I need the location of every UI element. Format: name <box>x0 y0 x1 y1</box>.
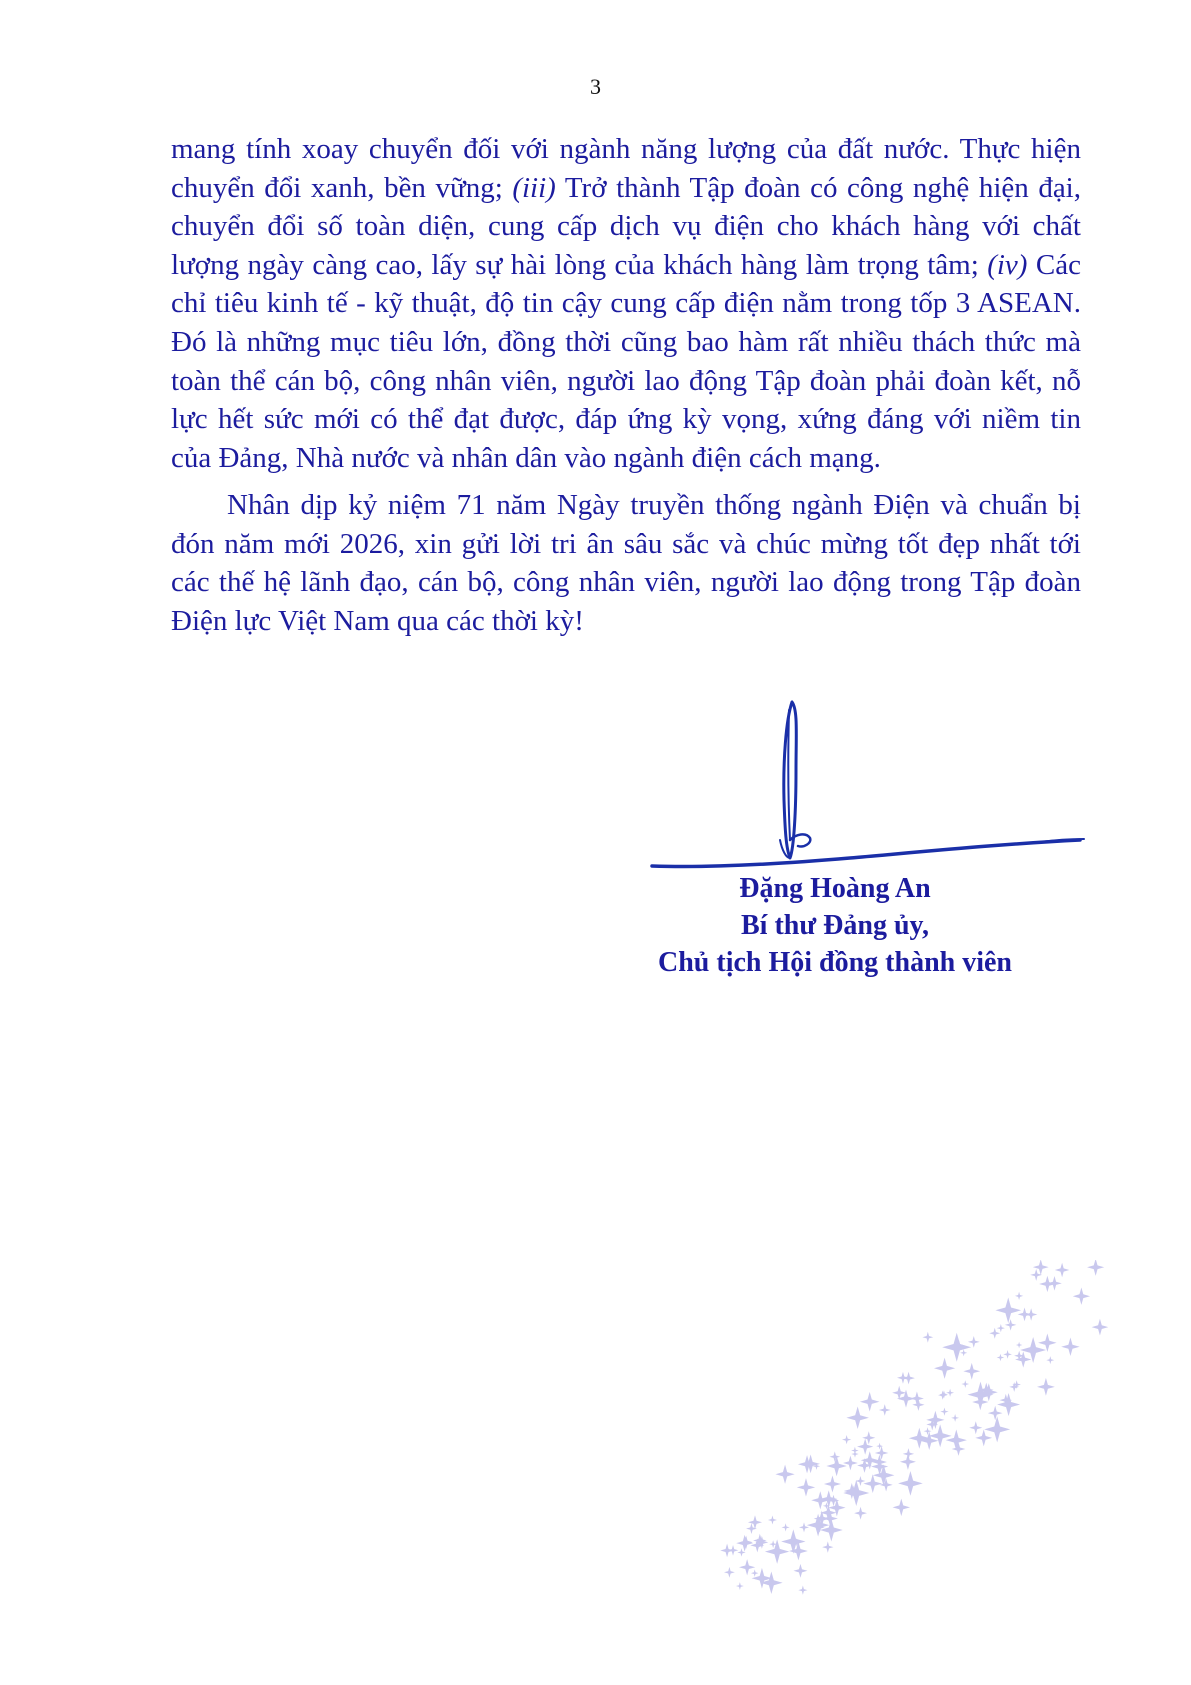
sparkle-star-icon <box>765 1539 789 1563</box>
sparkle-star-icon <box>748 1515 762 1529</box>
sparkle-star-icon <box>903 1448 914 1459</box>
sparkle-star-icon <box>912 1399 924 1411</box>
sparkle-star-icon <box>860 1392 880 1412</box>
sparkle-star-icon <box>842 1435 851 1444</box>
signer-title: Bí thư Đảng ủy, <box>741 910 929 941</box>
body-text-segment: lượng ngày càng cao, lấy sự hài lòng của khách hàng làm trọng tâm; <box>171 248 988 281</box>
enumeration-marker: (iii) <box>512 171 556 204</box>
enumeration-marker: (iv) <box>987 248 1028 281</box>
sparkle-star-icon <box>879 1404 891 1416</box>
body-paragraph-1 <box>171 130 1081 477</box>
sparkle-star-icon <box>875 1446 889 1460</box>
body-text-segment: Trở thành Tập đoàn có công nghệ hiện đại, <box>555 171 1081 204</box>
sparkle-star-icon <box>997 1354 1005 1362</box>
sparkle-star-icon <box>961 1380 969 1388</box>
sparkle-star-icon <box>942 1333 971 1362</box>
sparkle-star-icon <box>1055 1263 1070 1278</box>
sparkle-star-icon <box>934 1358 955 1379</box>
sparkle-star-icon <box>951 1414 959 1422</box>
sparkle-star-icon <box>843 1456 858 1471</box>
handwritten-signature <box>640 690 1090 880</box>
sparkle-star-pattern <box>720 1260 1120 1600</box>
sparkle-star-icon <box>946 1389 954 1397</box>
sparkle-star-icon <box>960 1349 967 1356</box>
sparkle-star-icon <box>1005 1319 1017 1331</box>
sparkle-star-icon <box>897 1372 909 1384</box>
sparkle-star-icon <box>997 1324 1005 1332</box>
sparkle-star-icon <box>1039 1276 1055 1292</box>
sparkle-star-icon <box>940 1407 948 1415</box>
sparkle-star-icon <box>775 1465 794 1484</box>
sparkle-star-icon <box>826 1456 846 1476</box>
sparkle-star-icon <box>1092 1319 1109 1336</box>
sparkle-star-icon <box>1087 1260 1104 1276</box>
sparkle-star-icon <box>967 1382 993 1408</box>
sparkle-star-icon <box>952 1442 966 1456</box>
body-line: chuyển đổi số toàn diện, cung cấp dịch vụ điện cho khách hàng với chất <box>171 210 1081 243</box>
page-number: 3 <box>590 74 601 99</box>
sparkle-star-icon <box>924 1427 932 1435</box>
signer-block <box>600 870 1070 981</box>
sparkle-star-icon <box>857 1438 873 1454</box>
sparkle-star-icon <box>1061 1337 1079 1355</box>
body-line <box>171 246 1081 285</box>
sparkle-star-icon <box>1046 1356 1054 1364</box>
sparkle-star-icon <box>926 1411 944 1429</box>
sparkle-star-icon <box>940 1390 948 1398</box>
sparkle-star-icon <box>946 1430 967 1451</box>
sparkle-star-icon <box>1016 1342 1022 1348</box>
sparkle-star-icon <box>922 1332 933 1343</box>
sparkle-star-icon <box>1003 1350 1012 1359</box>
body-line: Nhân dịp kỷ niệm 71 năm Ngày truyền thống ngành Điện và chuẩn bị <box>227 489 1081 521</box>
signer-title: Chủ tịch Hội đồng thành viên <box>658 947 1012 978</box>
sparkle-star-icon <box>879 1478 892 1491</box>
sparkle-star-icon <box>829 1451 840 1462</box>
body-line: toàn thể cán bộ, công nhân viên, người lao động Tập đoàn phải đoàn kết, nỗ <box>171 364 1081 397</box>
sparkle-star-icon <box>1015 1292 1023 1300</box>
body-line: lực hết sức mới có thể đạt được, đáp ứng kỳ vọng, xứng đáng với niềm tin <box>171 403 1081 436</box>
sparkle-star-icon <box>1025 1308 1037 1320</box>
sparkle-star-icon <box>798 1455 816 1473</box>
sparkle-star-icon <box>799 1522 809 1532</box>
body-line: chỉ tiêu kinh tế - kỹ thuật, độ tin cậy cung cấp điện nằm trong tốp 3 ASEAN. <box>171 287 1081 320</box>
sparkle-star-icon <box>751 1569 759 1577</box>
sparkle-star-icon <box>851 1450 858 1457</box>
body-line: Đó là những mục tiêu lớn, đồng thời cũng bao hàm rất nhiều thách thức mà <box>171 325 1081 358</box>
sparkle-star-icon <box>893 1499 910 1516</box>
sparkle-star-icon <box>1015 1351 1031 1367</box>
sparkle-star-icon <box>782 1523 790 1531</box>
sparkle-star-icon <box>846 1407 869 1430</box>
sparkle-star-icon <box>1073 1288 1090 1305</box>
sparkle-star-icon <box>736 1582 744 1590</box>
sparkle-star-icon <box>797 1478 815 1496</box>
sparkle-star-icon <box>768 1515 777 1524</box>
signer-name: Đặng Hoàng An <box>739 873 931 904</box>
sparkle-star-icon <box>822 1541 833 1552</box>
body-line: của Đảng, Nhà nước và nhân dân vào ngành điện cách mạng. <box>171 441 881 474</box>
sparkle-star-icon <box>1037 1378 1055 1396</box>
sparkle-star-icon <box>820 1490 837 1507</box>
body-line <box>171 169 1081 208</box>
sparkle-star-icon <box>963 1363 980 1380</box>
sparkle-star-icon <box>898 1471 923 1496</box>
sparkle-star-icon <box>854 1507 867 1520</box>
sparkle-star-icon <box>989 1328 1000 1339</box>
body-paragraph-2 <box>171 486 1081 640</box>
sparkle-star-icon <box>798 1586 807 1595</box>
sparkle-star-icon <box>736 1535 753 1552</box>
sparkle-star-icon <box>724 1567 735 1578</box>
sparkle-star-icon <box>1009 1382 1019 1392</box>
body-line: mang tính xoay chuyển đối với ngành năng lượng của đất nước. Thực hiện <box>171 133 1081 165</box>
sparkle-star-icon <box>807 1514 830 1537</box>
sparkle-star-icon <box>824 1475 841 1492</box>
sparkle-star-icon <box>975 1429 992 1446</box>
body-text-segment: chuyển đổi xanh, bền vững; <box>171 171 513 204</box>
body-line: Điện lực Việt Nam qua các thời kỳ! <box>171 604 584 637</box>
body-line: đón năm mới 2026, xin gửi lời tri ân sâu sắc và chúc mừng tốt đẹp nhất tới <box>171 527 1081 560</box>
body-line: các thế hệ lãnh đạo, cán bộ, công nhân viên, người lao động trong Tập đoàn <box>171 566 1081 599</box>
body-text-segment: Các <box>1027 248 1081 281</box>
sparkle-star-icon <box>988 1406 1003 1421</box>
sparkle-star-icon <box>969 1421 982 1434</box>
sparkle-star-icon <box>968 1336 980 1348</box>
sparkle-star-icon <box>728 1545 739 1556</box>
sparkle-star-icon <box>793 1564 807 1578</box>
sparkle-star-icon <box>995 1297 1021 1323</box>
